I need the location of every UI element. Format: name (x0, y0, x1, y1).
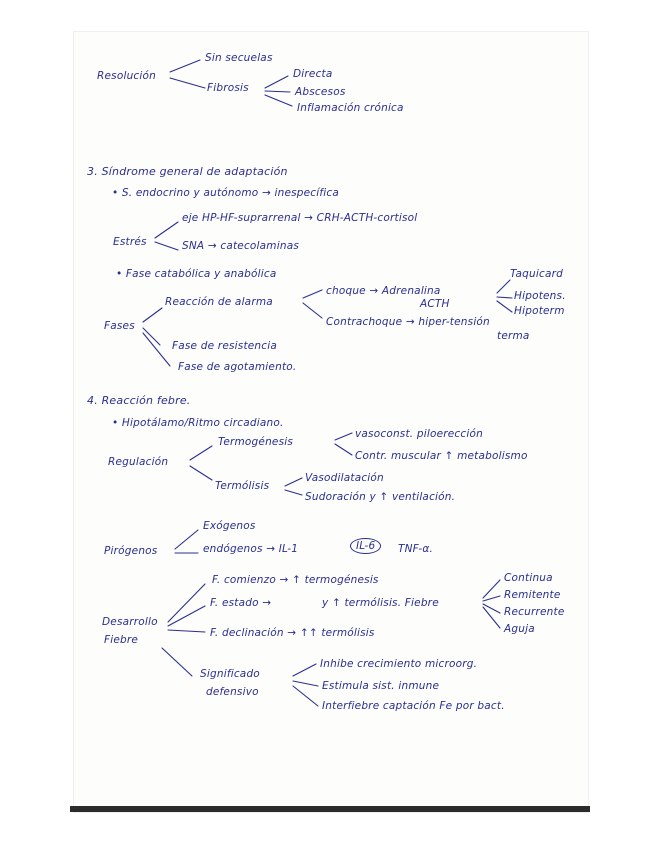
y-termolisis-fiebre-text: y ↑ termólisis. Fiebre (322, 597, 439, 609)
fibrosis-text: Fibrosis (207, 82, 249, 94)
sindrome-bullet-2: • Fase catabólica y anabólica (116, 268, 277, 280)
resolucion-label: Resolución (97, 70, 156, 82)
choque-effect-3: Hipoterm (514, 305, 565, 317)
exogenos-text: Exógenos (203, 520, 256, 532)
defensivo-text: defensivo (206, 686, 259, 698)
fase-agotamiento-text: Fase de agotamiento. (178, 361, 297, 373)
significado-item-1: Inhibe crecimiento microorg. (320, 658, 478, 670)
fiebre-type-aguja: Aguja (504, 623, 535, 635)
significado-item-3: Interfiebre captación Fe por bact. (322, 700, 505, 712)
choque-effect-2: Hipotens. (514, 290, 566, 302)
endogenos-text: endógenos → IL-1 (203, 543, 299, 555)
termolisis-text: Termólisis (215, 480, 270, 492)
fiebre-type-remitente: Remitente (504, 589, 561, 601)
section-3-heading: 3. Síndrome general de adaptación (87, 165, 288, 178)
regulacion-label: Regulación (108, 456, 169, 468)
pirogenos-label: Pirógenos (104, 545, 158, 557)
acth-text: ACTH (420, 298, 450, 310)
fibrosis-item-3: Inflamación crónica (297, 102, 404, 114)
desarrollo-label: Desarrollo (102, 616, 158, 628)
choque-text: choque → Adrenalina (326, 285, 441, 297)
sin-secuelas-text: Sin secuelas (205, 52, 273, 64)
f-estado-text: F. estado → (210, 597, 272, 609)
choque-effect-1: Taquicard (510, 268, 563, 280)
fibrosis-item-2: Abscesos (295, 86, 346, 98)
estres-label: Estrés (113, 236, 147, 248)
eje-hp-text: eje HP-HF-suprarrenal → CRH-ACTH-cortisol (182, 212, 418, 224)
tnf-text: TNF-α. (398, 543, 433, 555)
f-declinacion-text: F. declinación → ↑↑ termólisis (210, 627, 375, 639)
significado-text: Significado (200, 668, 260, 680)
page-bottom-edge (70, 806, 590, 812)
reaccion-alarma-text: Reacción de alarma (165, 296, 273, 308)
f-comienzo-text: F. comienzo → ↑ termogénesis (212, 574, 379, 586)
il6-circled-text: IL-6 (350, 538, 381, 554)
termolisis-item-1: Vasodilatación (305, 472, 384, 484)
fase-resistencia-text: Fase de resistencia (172, 340, 277, 352)
fibrosis-item-1: Directa (293, 68, 333, 80)
sna-text: SNA → catecolaminas (182, 240, 300, 252)
sindrome-bullet-1: • S. endocrino y autónomo → inespecífica (112, 187, 340, 199)
termogenesis-text: Termogénesis (218, 436, 294, 448)
termolisis-item-2: Sudoración y ↑ ventilación. (305, 491, 456, 503)
fiebre-bullet: • Hipotálamo/Ritmo circadiano. (112, 417, 284, 429)
terma-text: terma (497, 330, 530, 342)
section-4-heading: 4. Reacción febre. (87, 394, 191, 407)
fiebre-type-recurrente: Recurrente (504, 606, 565, 618)
fiebre-type-continua: Continua (504, 572, 553, 584)
termogenesis-item-2: Contr. muscular ↑ metabolismo (355, 450, 528, 462)
fiebre-label: Fiebre (104, 634, 139, 646)
fases-label: Fases (104, 320, 135, 332)
contrachoque-text: Contrachoque → hiper-tensión (326, 316, 490, 328)
termogenesis-item-1: vasoconst. piloerección (355, 428, 483, 440)
significado-item-2: Estimula sist. inmune (322, 680, 440, 692)
